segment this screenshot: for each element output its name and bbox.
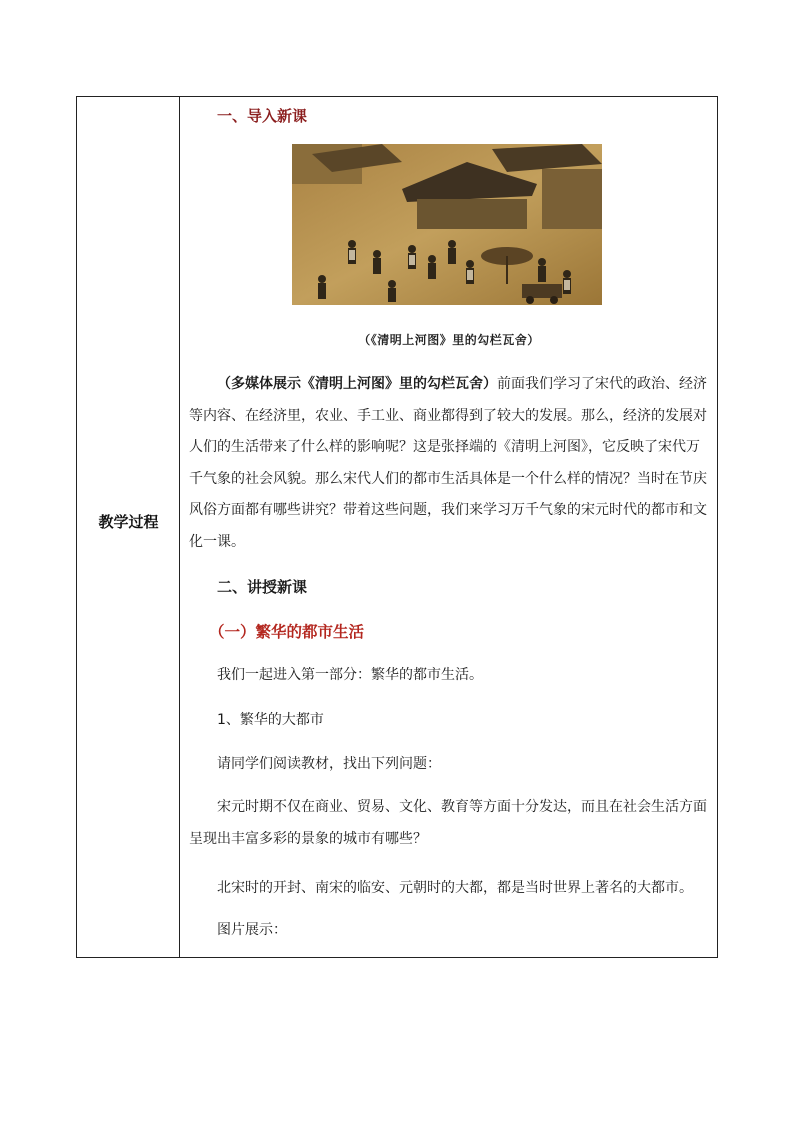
section2-heading: 二、讲授新课 [217, 578, 308, 596]
instruction-line: 请同学们阅读教材，找出下列问题： [217, 756, 441, 772]
content-cell [181, 97, 717, 957]
lesson-table [76, 96, 718, 958]
section1-heading: 一、导入新课 [217, 107, 308, 125]
row-label-cell [77, 97, 180, 957]
intro-paragraph-body: 前面我们学习了宋代的政治、经济等内容、在经济里，农业、手工业、商业都得到了较大的发展。那么，经济的发展对人们的生活带来了什么样的影响呢？这是张择端的《清明上河图》，它反映了宋代万千气象的社会风貌。那么宋代人们的都市生活具体是一个什么样的情况？当时在节庆风俗方面都有哪些讲究？带着这些问题，我们来学习万千气象的宋元时代的都市和文化一课。 [189, 376, 707, 550]
intro-paragraph [189, 369, 711, 558]
question-paragraph: 宋元时期不仅在商业、贸易、文化、教育等方面十分发达，而且在社会生活方面呈现出丰富多彩的景象的城市有哪些？ [189, 799, 707, 847]
qingming-painting-image [292, 144, 602, 305]
intro-line: 我们一起进入第一部分：繁华的都市生活。 [217, 667, 483, 683]
painting-illustration [292, 144, 602, 305]
intro-paragraph-lead: （多媒体展示《清明上河图》里的勾栏瓦舍） [217, 376, 497, 392]
answer-line: 北宋时的开封、南宋的临安、元朝时的大都，都是当时世界上著名的大都市。 [217, 880, 693, 896]
topic-line: 1、繁华的大都市 [217, 712, 324, 728]
row-label: 教学过程 [98, 513, 159, 531]
painting-caption: （《清明上河图》里的勾栏瓦舍） [358, 333, 540, 347]
subsection-heading: （一）繁华的都市生活 [209, 623, 365, 641]
image-note-line: 图片展示： [217, 922, 287, 938]
